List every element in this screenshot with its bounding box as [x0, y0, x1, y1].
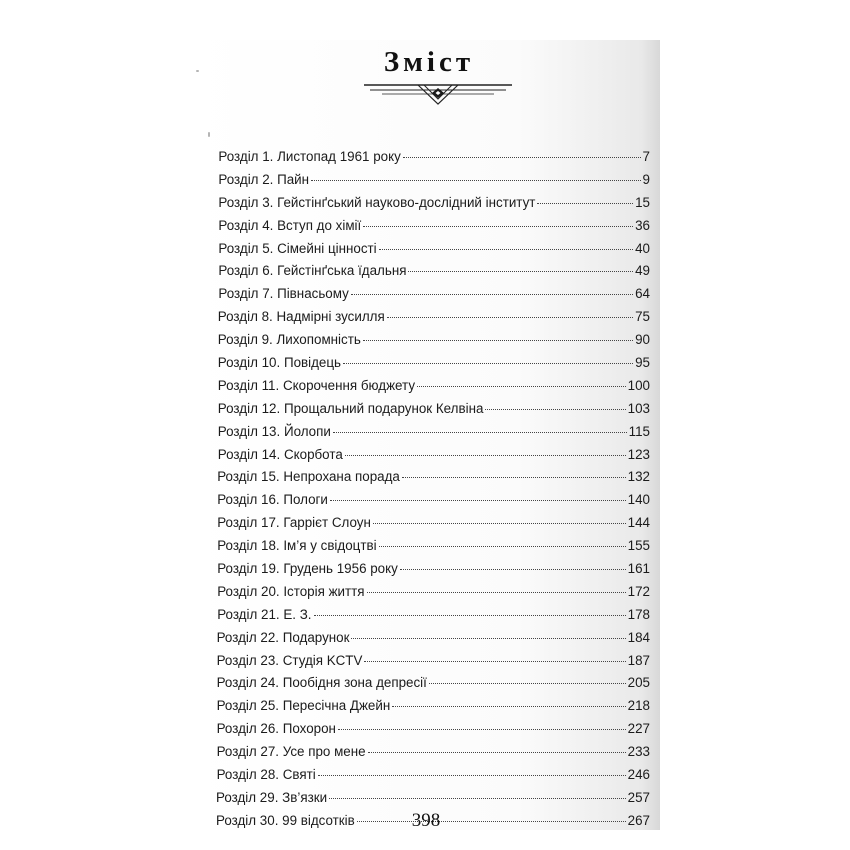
- toc-entry-page: 140: [627, 492, 650, 508]
- toc-entry: [216, 195, 650, 218]
- toc-entry-title: Розділ 25. Пересічна Джейн: [216, 698, 391, 714]
- toc-entry: [216, 538, 650, 561]
- toc-entry-page: 144: [627, 515, 650, 531]
- toc-entry: [216, 607, 650, 630]
- toc-entry-title: Розділ 6. Гейстінґська їдальня: [218, 263, 407, 279]
- toc-entry-title: Розділ 17. Гаррієт Слоун: [217, 515, 371, 531]
- toc-dot-leader: [367, 592, 626, 593]
- toc-dot-leader: [338, 729, 626, 730]
- toc-entry-title: Розділ 14. Скорбота: [217, 446, 343, 462]
- toc-entry-page: 218: [627, 698, 650, 714]
- toc-entry: [216, 469, 650, 492]
- toc-entry: [216, 561, 650, 584]
- toc-entry: [216, 332, 650, 355]
- toc-entry-page: 172: [627, 583, 650, 599]
- toc-entry-page: 123: [627, 446, 650, 462]
- toc-entry-page: 155: [627, 538, 650, 554]
- toc-entry-title: Розділ 18. Ім’я у свідоцтві: [217, 538, 377, 554]
- toc-dot-leader: [537, 203, 633, 204]
- toc-entry-page: 90: [635, 332, 650, 348]
- toc-entry-page: 15: [635, 194, 650, 210]
- toc-dot-leader: [363, 340, 633, 341]
- toc-entry: [216, 378, 650, 401]
- toc-entry: [216, 515, 650, 538]
- toc-dot-leader: [330, 500, 626, 501]
- toc-entry-title: Розділ 9. Лихопомність: [217, 332, 361, 348]
- toc-entry: [216, 424, 650, 447]
- toc-dot-leader: [345, 455, 626, 456]
- toc-entry-page: 178: [627, 606, 650, 622]
- toc-entry: [216, 767, 650, 790]
- toc-entry: [216, 149, 650, 172]
- toc-dot-leader: [351, 294, 633, 295]
- toc-entry-title: Розділ 10. Повідець: [217, 355, 342, 371]
- toc-entry: [216, 355, 650, 378]
- toc-dot-leader: [387, 317, 633, 318]
- toc-dot-leader: [333, 432, 627, 433]
- toc-entry: [216, 744, 650, 767]
- toc-entry-page: 184: [627, 629, 650, 645]
- toc-entry-title: Розділ 16. Пологи: [217, 492, 328, 508]
- toc-entry-page: 36: [635, 217, 650, 233]
- toc-entry: [216, 492, 650, 515]
- toc-entry: [216, 241, 650, 264]
- toc-entry-title: Розділ 1. Листопад 1961 року: [218, 149, 401, 164]
- toc-entry-page: 161: [627, 561, 650, 577]
- diamond-rule-ornament-icon: [360, 80, 516, 106]
- toc-entry: [216, 675, 650, 698]
- toc-entry-title: Розділ 30. 99 відсотків: [216, 812, 355, 828]
- toc-entry-title: Розділ 4. Вступ до хімії: [218, 217, 362, 233]
- toc-dot-leader: [318, 775, 626, 776]
- toc-dot-leader: [314, 615, 626, 616]
- toc-entry-title: Розділ 23. Студія KCTV: [216, 652, 363, 668]
- toc-entry: [216, 263, 650, 286]
- toc-entry-title: Розділ 26. Похорон: [216, 721, 336, 737]
- toc-dot-leader: [379, 546, 626, 547]
- toc-entry-title: Розділ 20. Історія життя: [217, 583, 365, 599]
- toc-entry-title: Розділ 24. Пообідня зона депресії: [216, 675, 427, 691]
- toc-entry-page: 9: [642, 171, 650, 187]
- toc-entry: [216, 721, 650, 744]
- toc-entry-page: 7: [642, 149, 650, 164]
- toc-dot-leader: [351, 638, 625, 639]
- toc-entry-title: Розділ 29. Зв’язки: [216, 789, 328, 805]
- toc-entry: [216, 630, 650, 653]
- toc-dot-leader: [485, 409, 625, 410]
- toc-entry-title: Розділ 22. Подарунок: [216, 629, 350, 645]
- toc-entry-title: Розділ 7. Півнасьому: [218, 286, 349, 302]
- toc-entry: [216, 584, 650, 607]
- toc-entry-title: Розділ 11. Скорочення бюджету: [217, 377, 416, 393]
- toc-dot-leader: [311, 180, 641, 181]
- toc-entry-page: 40: [635, 240, 650, 256]
- toc-entry-title: Розділ 15. Непрохана порада: [217, 469, 400, 485]
- paper-speck: [208, 132, 210, 137]
- toc-dot-leader: [400, 569, 626, 570]
- toc-dot-leader: [364, 661, 625, 662]
- toc-dot-leader: [392, 706, 625, 707]
- toc-entry: [216, 698, 650, 721]
- toc-entry: [216, 401, 650, 424]
- toc-entry-page: 227: [627, 721, 650, 737]
- toc-entry-title: Розділ 21. Е. З.: [217, 606, 312, 622]
- toc-entry-page: 257: [627, 789, 650, 805]
- toc-entry-page: 115: [628, 423, 650, 439]
- toc-entry-page: 75: [635, 309, 650, 325]
- toc-entry: [216, 447, 650, 470]
- toc-dot-leader: [379, 249, 633, 250]
- toc-dot-leader: [373, 523, 626, 524]
- toc-entry-title: Розділ 19. Грудень 1956 року: [217, 561, 398, 577]
- toc-dot-leader: [403, 157, 641, 158]
- toc-entry-page: 187: [627, 652, 650, 668]
- toc-dot-leader: [417, 386, 626, 387]
- toc-entry: [216, 286, 650, 309]
- toc-entry: [216, 172, 650, 195]
- toc-entry-page: 267: [627, 812, 650, 828]
- toc-entry-page: 246: [627, 767, 650, 783]
- toc-dot-leader: [402, 477, 626, 478]
- toc-entry-title: Розділ 2. Пайн: [218, 171, 310, 187]
- table-of-contents: [216, 149, 650, 836]
- toc-entry-title: Розділ 3. Гейстінґський науково-дослідний інститут: [218, 194, 536, 210]
- toc-entry-title: Розділ 27. Усе про мене: [216, 744, 366, 760]
- toc-entry-page: 132: [627, 469, 650, 485]
- toc-dot-leader: [408, 271, 633, 272]
- toc-dot-leader: [343, 363, 633, 364]
- toc-dot-leader: [329, 798, 626, 799]
- toc-entry-page: 64: [635, 286, 650, 302]
- toc-entry: [216, 218, 650, 241]
- toc-entry-page: 49: [635, 263, 650, 279]
- toc-dot-leader: [368, 752, 626, 753]
- toc-entry: [216, 309, 650, 332]
- page-title: Зміст: [383, 46, 475, 78]
- toc-entry-title: Розділ 8. Надмірні зусилля: [217, 309, 385, 325]
- toc-dot-leader: [429, 683, 626, 684]
- toc-entry-page: 233: [627, 744, 650, 760]
- toc-entry-page: 205: [627, 675, 650, 691]
- page-number: 398: [411, 810, 441, 831]
- toc-entry-title: Розділ 28. Святі: [216, 767, 316, 783]
- toc-entry-title: Розділ 13. Йолопи: [217, 423, 331, 439]
- toc-entry-page: 95: [635, 355, 650, 371]
- toc-entry-page: 103: [627, 400, 650, 416]
- toc-entry-title: Розділ 5. Сімейні цінності: [218, 240, 377, 256]
- toc-dot-leader: [363, 226, 633, 227]
- toc-entry: [216, 653, 650, 676]
- toc-entry-title: Розділ 12. Прощальний подарунок Келвіна: [217, 400, 484, 416]
- toc-entry-page: 100: [627, 377, 650, 393]
